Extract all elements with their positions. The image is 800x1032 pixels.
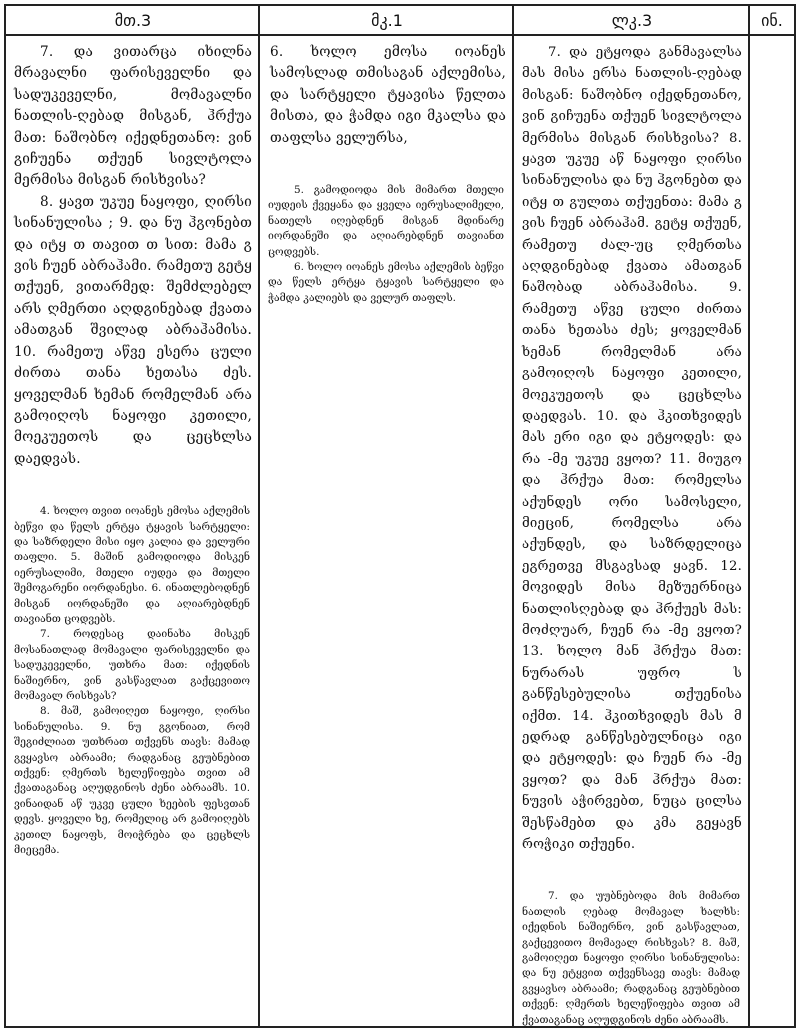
modern-translation-block: 4. ხოლო თვით იოანეს ემოსა აქლემის ბეწვი და წელს ერტყა ტყავის სარტყელი: და საზრდელი მისი იყო კალია და ველური თაფლი. 5. მაშინ გამოდიოდა მისკენ იერუსალიმი, მთელი იუდეა და მთელი შემოგარენი იორდანესი. 6. ინათლებოდნენ მისგან იორდანეში და აღიარებდნენ თავიანთ ცოდვებს. xyxy=(14,505,250,625)
column-john xyxy=(750,36,794,1026)
modern-translation-block: 8. მაშ, გამოიღეთ ნაყოფი, ღირსი სინანულისა. 9. ნუ გგონიათ, რომ შეგიძლიათ უთხრათ თქვენს თავს: მამად გვყავსო აბრაამი; რადგანაც გეუბნებით თქვენ: ღმერთს ხელეწიფება თვით ამ ქვათაგანაც აღუდგინოს ძენი აბრაამს. 10. ვინაიდან აწ უკვე ცული ხეების ფესვთან დევს. ყოველი ხე, რომელიც არ გამოიღებს კეთილ ნაყოფს, მოიჭრება და ცეცხლს მიეცემა. xyxy=(14,705,250,857)
column-matthew xyxy=(6,36,258,1026)
header-label: ინ. xyxy=(761,10,783,30)
header-label: ლკ.3 xyxy=(611,10,653,30)
column-header-matthew xyxy=(6,6,260,36)
header-label: მთ.3 xyxy=(114,10,152,30)
old-georgian-verse-block: 8. ყავთ უკუე ნაყოფი, ღირსი სინანულისა ; 9. და ნუ ჰგონებთ და იტყ თ თავით თ სით: მამა გ ვის ჩუენ აბრაჰამი. რამეთუ გეტყ თქუენ, ვითარმედ: შემძლებელ არს ღმერთი აღდგინებად ქვათა ამათგან შვილად აბრაჰამისა. 10. რამეთუ აწვე ესერა ცული ძირთა თანა ხეთასა ძეს. ყოველმან ხემან რომელმან არა გამოიღოს ნაყოფი კეთილი, მოეკუეთოს და ცეცხლსა დაედვას. xyxy=(14,193,252,467)
column-header-luke xyxy=(514,6,750,36)
old-georgian-verse-block: 7. და ვითარცა იხილნა მრავალნი ფარისეველნი და სადუკეველნი, მომავალნი ნათლის-ღებად მისგან, ჰრქუა მათ: ნაშობნო იქედნეთანო: ვინ გიჩუენა თქუენ სივლტოლა მერმისა მისგან რისხვისა? xyxy=(14,44,252,189)
modern-translation-block: 6. ხოლო იოანეს ემოსა აქლემის ბეწვი და წელს ერტყა ტყავის სარტყელი და ჭამდა კალიებს და ველურ თაფლს. xyxy=(268,261,504,304)
modern-translation-block: 5. გამოდიოდა მის მიმართ მთელი იუდეის ქვეყანა და ყველა იერუსალიმელი, ნათელს იღებდნენ მისგან მდინარე იორდანეში და აღიარებდნენ თავიანთ ცოდვებს. xyxy=(268,184,504,258)
parallel-gospel-table xyxy=(4,4,796,1028)
column-header-john xyxy=(750,6,794,36)
column-header-mark xyxy=(260,6,514,36)
modern-translation-block: 7. როდესაც დაინახა მისკენ მოსანათლად მომავალი ფარისეველნი და სადუკეველნი, უთხრა მათ: იქედნის ნაშიერნო, ვინ გასწავლათ გაქცევითო მომავალ რისხვას? xyxy=(14,628,250,702)
old-georgian-verse-block: 6. ხოლო ემოსა იოანეს სამოსლად თმისაგან აქლემისა, და სარტყელი ტყავისა წელთა მისთა, და ჭამდა იგი მკალსა და თაფლსა ველურსა, xyxy=(270,44,506,146)
header-label: მკ.1 xyxy=(371,10,403,30)
column-mark xyxy=(260,36,512,1026)
old-georgian-verse-block: 7. და ეტყოდა განმავალსა მას მისა ერსა ნათლის-ღებად მისგან: ნაშობნო იქედნეთანო, ვინ გიჩუენა თქუენ სივლტოლა მერმისა მისგან რისხვისა? 8. ყავთ უკუე აწ ნაყოფი ღირსი სინანულისა და ნუ ჰგონებთ და იტყ თ გულთა თქუენთა: მამა გ ვის ჩუენ აბრაჰამ. გეტყ თქუენ, რამეთუ ძალ-უც ღმერთსა აღდგინებად ქვათა ამათგან ნაშობად აბრაჰამისა. 9. რამეთუ აწვე ცული ძირთა თანა ხეთასა ძეს; ყოველმან ხემან რომელმან არა გამოიღოს ნაყოფი კეთილი, მოეკუეთოს და ცეცხლსა დაედვას. 10. და ჰკითხვიდეს მას ერი იგი და ეტყოდეს: და რა -მე უკუე ვყოთ? 11. მიუგო და ჰრქუა მათ: რომელსა აქუნდეს ორი სამოსელი, მიეცინ, რომელსა არა აქუნდეს, და საზრდელიცა ეგრეთვე მსგავსად ყავნ. 12. მოვიდეს მისა მეზუერნიცა ნათლისღებად და ჰრქუეს მას: მოძღუარ, ჩუენ რა -მე ვყოთ? 13. ხოლო მან ჰრქუა მათ: ნურარას უფრო ს განწესებულისა თქუენისა იქმთ. 14. ჰკითხვიდეს მას მ ედრად განწესებულნიცა იგი და ეტყოდეს: და ჩუენ რა -მე ვყოთ? და მან ჰრქუა მათ: ნუვის აჭირვებთ, ნუცა ცილსა შესწამებთ და კმა გეყავნ როჭიკი თქუენი. xyxy=(522,45,742,853)
column-luke xyxy=(514,36,748,1026)
modern-translation-block: 7. და უუბნებოდა მის მიმართ ნათლის ღებად მომავალ ხალხს: იქედნის ნაშიერნო, ვინ გასწავლათ, გაქცევითო მომავალ რისხვას? 8. მაშ, გამოიღეთ ნაყოფი ღირსი სინანულისა: და ნუ ეტყვით თქვენსავე თავს: მამად გვყავსო აბრაამი; რადგანაც გეუბნებით თქვენ: ღმერთს ხელეწიფება თვით ამ ქვათაგანაც აღუდგინოს ძენი აბრაამს. xyxy=(522,890,740,1026)
